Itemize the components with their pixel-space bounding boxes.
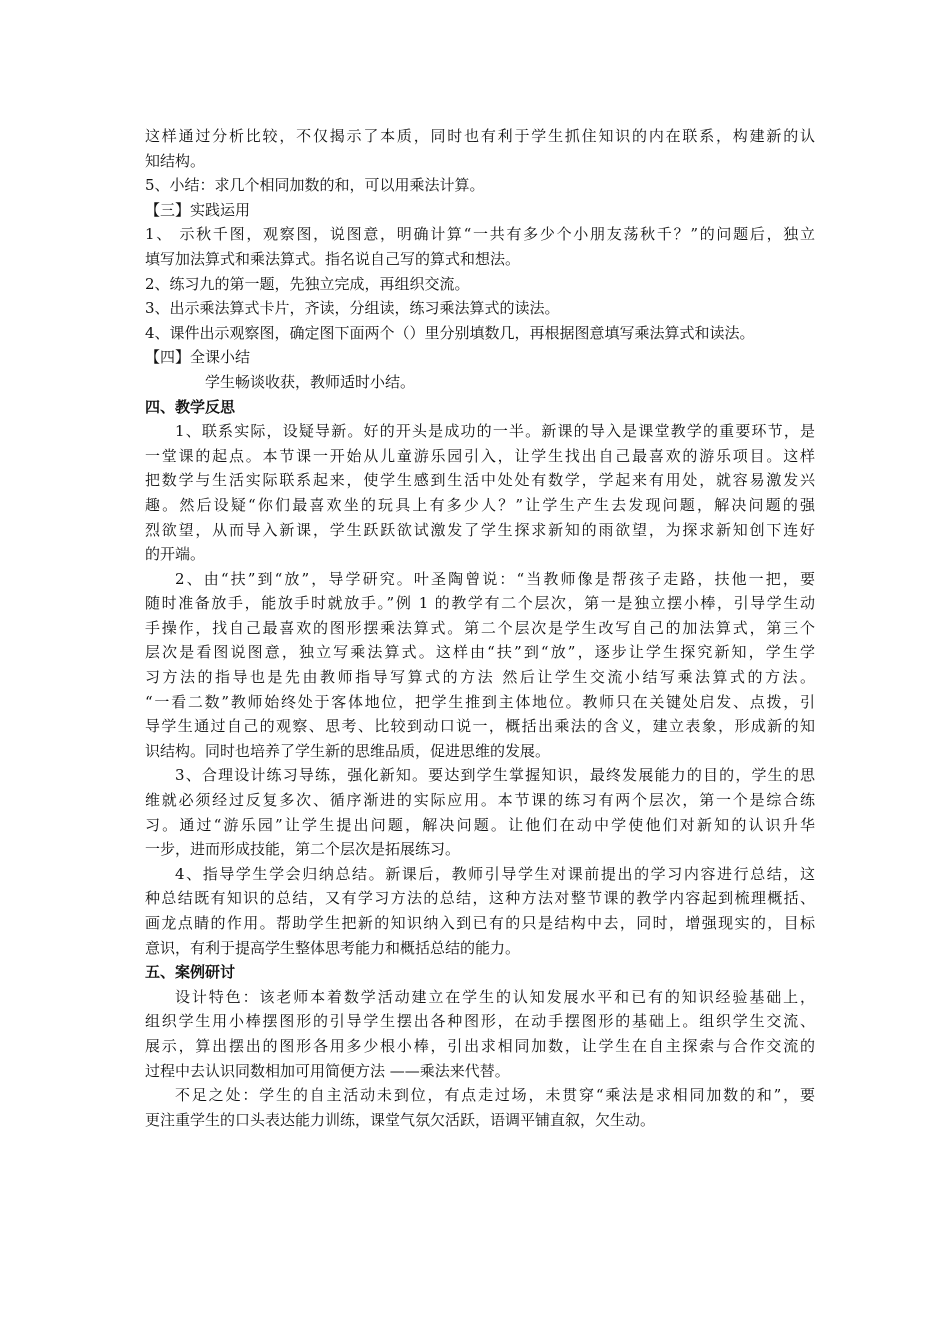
paragraph: [145, 173, 815, 198]
paragraph: [145, 419, 815, 567]
text-line: 2、由“扶”到“放”，导学研究。叶圣陶曾说：“当教师像是帮孩子走路，扶他一把，要: [175, 569, 815, 588]
document-page: [145, 124, 815, 1132]
text-line: 识结构。同时也培养了学生新的思维品质，促进思维的发展。: [145, 741, 551, 760]
text-line: 维就必须经过反复多次、循序渐进的实际应用。本节课的练习有两个层次，第一个是综合练: [145, 791, 815, 810]
text-line: 3、合理设计练习导练，强化新知。要达到学生掌握知识，最终发展能力的目的，学生的思: [175, 766, 815, 785]
text-line: 4、课件出示观察图，确定图下面两个（）里分别填数几，再根据图意填写乘法算式和读法。: [145, 323, 755, 342]
text-line: 【三】实践运用: [145, 200, 251, 219]
text-line: 习。通过“游乐园”让学生提出问题，解决问题。让他们在动中学使他们对新知的认识升华: [145, 815, 815, 834]
text-line: 知结构。: [145, 151, 206, 170]
paragraph: [145, 345, 815, 370]
text-line: 意识，有利于提高学生整体思考能力和概括总结的能力。: [145, 938, 521, 957]
text-line: 展示，算出摆出的图形各用多少根小棒，引出求相同加数，让学生在自主探索与合作交流的: [145, 1036, 815, 1055]
text-line: 四、教学反思: [145, 397, 236, 416]
text-line: 层次是看图说图意，独立写乘法算式。这样由“扶”到“放”，逐步让学生探究新知，学生学: [145, 643, 815, 662]
text-line: 把数学与生活实际联系起来，使学生感到生活中处处有数学，学起来有用处，就容易激发兴: [145, 471, 815, 490]
paragraph: [145, 198, 815, 223]
section-heading: [145, 960, 815, 985]
paragraph: [145, 862, 815, 960]
text-line: 【四】全课小结: [145, 348, 251, 367]
paragraph: [145, 1083, 815, 1132]
text-line: 五、案例研讨: [145, 963, 236, 982]
paragraph: [145, 321, 815, 346]
section-heading: [145, 395, 815, 420]
text-line: 手操作，找自己最喜欢的图形摆乘法算式。第二个层次是学生改写自己的加法算式，第三个: [145, 618, 815, 637]
text-line: “一看二数”教师始终处于客体地位，把学生推到主体地位。教师只在关键处启发、点拨，引: [145, 692, 815, 711]
text-line: 习方法的指导也是先由教师指导写算式的方法 然后让学生交流小结写乘法算式的方法。: [145, 668, 815, 687]
paragraph: [145, 222, 815, 271]
text-line: 2、练习九的第一题，先独立完成，再组织交流。: [145, 274, 470, 293]
text-line: 种总结既有知识的总结，又有学习方法的总结，这种方法对整节课的教学内容起到梳理概括、: [145, 889, 815, 908]
text-line: 更注重学生的口头表达能力训练，课堂气氛欠活跃，语调平铺直叙，欠生动。: [145, 1110, 656, 1129]
text-line: 的开端。: [145, 545, 206, 564]
paragraph: [145, 567, 815, 764]
text-line: 设计特色：该老师本着数学活动建立在学生的认知发展水平和已有的知识经验基础上，: [175, 987, 815, 1006]
text-line: 4、指导学生学会归纳总结。新课后，教师引导学生对课前提出的学习内容进行总结，这: [175, 864, 815, 883]
text-line: 随时准备放手，能放手时就放手。”例 1 的教学有二个层次，第一是独立摆小棒，引导学生动: [145, 594, 815, 613]
paragraph: [145, 272, 815, 297]
text-line: 一步，进而形成技能，第二个层次是拓展练习。: [145, 840, 461, 859]
text-line: 1、 示秋千图，观察图，说图意，明确计算“一共有多少个小朋友荡秋千？”的问题后，独立: [145, 225, 815, 244]
text-line: 烈欲望，从而导入新课，学生跃跃欲试激发了学生探求新知的雨欲望，为探求新知创下连好: [145, 520, 815, 539]
paragraph: [145, 370, 815, 395]
text-line: 组织学生用小棒摆图形的引导学生摆出各种图形，在动手摆图形的基础上。组织学生交流、: [145, 1012, 815, 1031]
paragraph: [145, 985, 815, 1083]
text-line: 导学生通过自己的观察、思考、比较到动口说一，概括出乘法的含义，建立表象，形成新的知: [145, 717, 815, 736]
text-line: 1、联系实际，设疑导新。好的开头是成功的一半。新课的导入是课堂教学的重要环节，是: [175, 422, 815, 441]
text-line: 学生畅谈收获，教师适时小结。: [205, 372, 416, 391]
paragraph: [145, 296, 815, 321]
text-line: 3、出示乘法算式卡片，齐读，分组读，练习乘法算式的读法。: [145, 299, 560, 318]
text-line: 画龙点睛的作用。帮助学生把新的知识纳入到已有的只是结构中去，同时，增强现实的，目标: [145, 914, 815, 932]
text-line: 这样通过分析比较，不仅揭示了本质，同时也有利于学生抓住知识的内在联系，构建新的认: [145, 127, 815, 145]
text-line: 过程中去认识同数相加可用简便方法 ——乘法来代替。: [145, 1061, 510, 1080]
paragraph: [145, 763, 815, 861]
text-line: 趣。然后设疑“你们最喜欢坐的玩具上有多少人？”让学生产生去发现问题，解决问题的强: [145, 495, 815, 514]
text-line: 5、小结：求几个相同加数的和，可以用乘法计算。: [145, 176, 485, 195]
text-line: 不足之处：学生的自主活动未到位，有点走过场，未贯穿“乘法是求相同加数的和”，要: [175, 1086, 815, 1105]
text-line: 一堂课的起点。本节课一开始从儿童游乐园引入，让学生找出自己最喜欢的游乐项目。这样: [145, 446, 815, 465]
paragraph: [145, 124, 815, 173]
text-line: 填写加法算式和乘法算式。指名说自己写的算式和想法。: [145, 249, 521, 268]
